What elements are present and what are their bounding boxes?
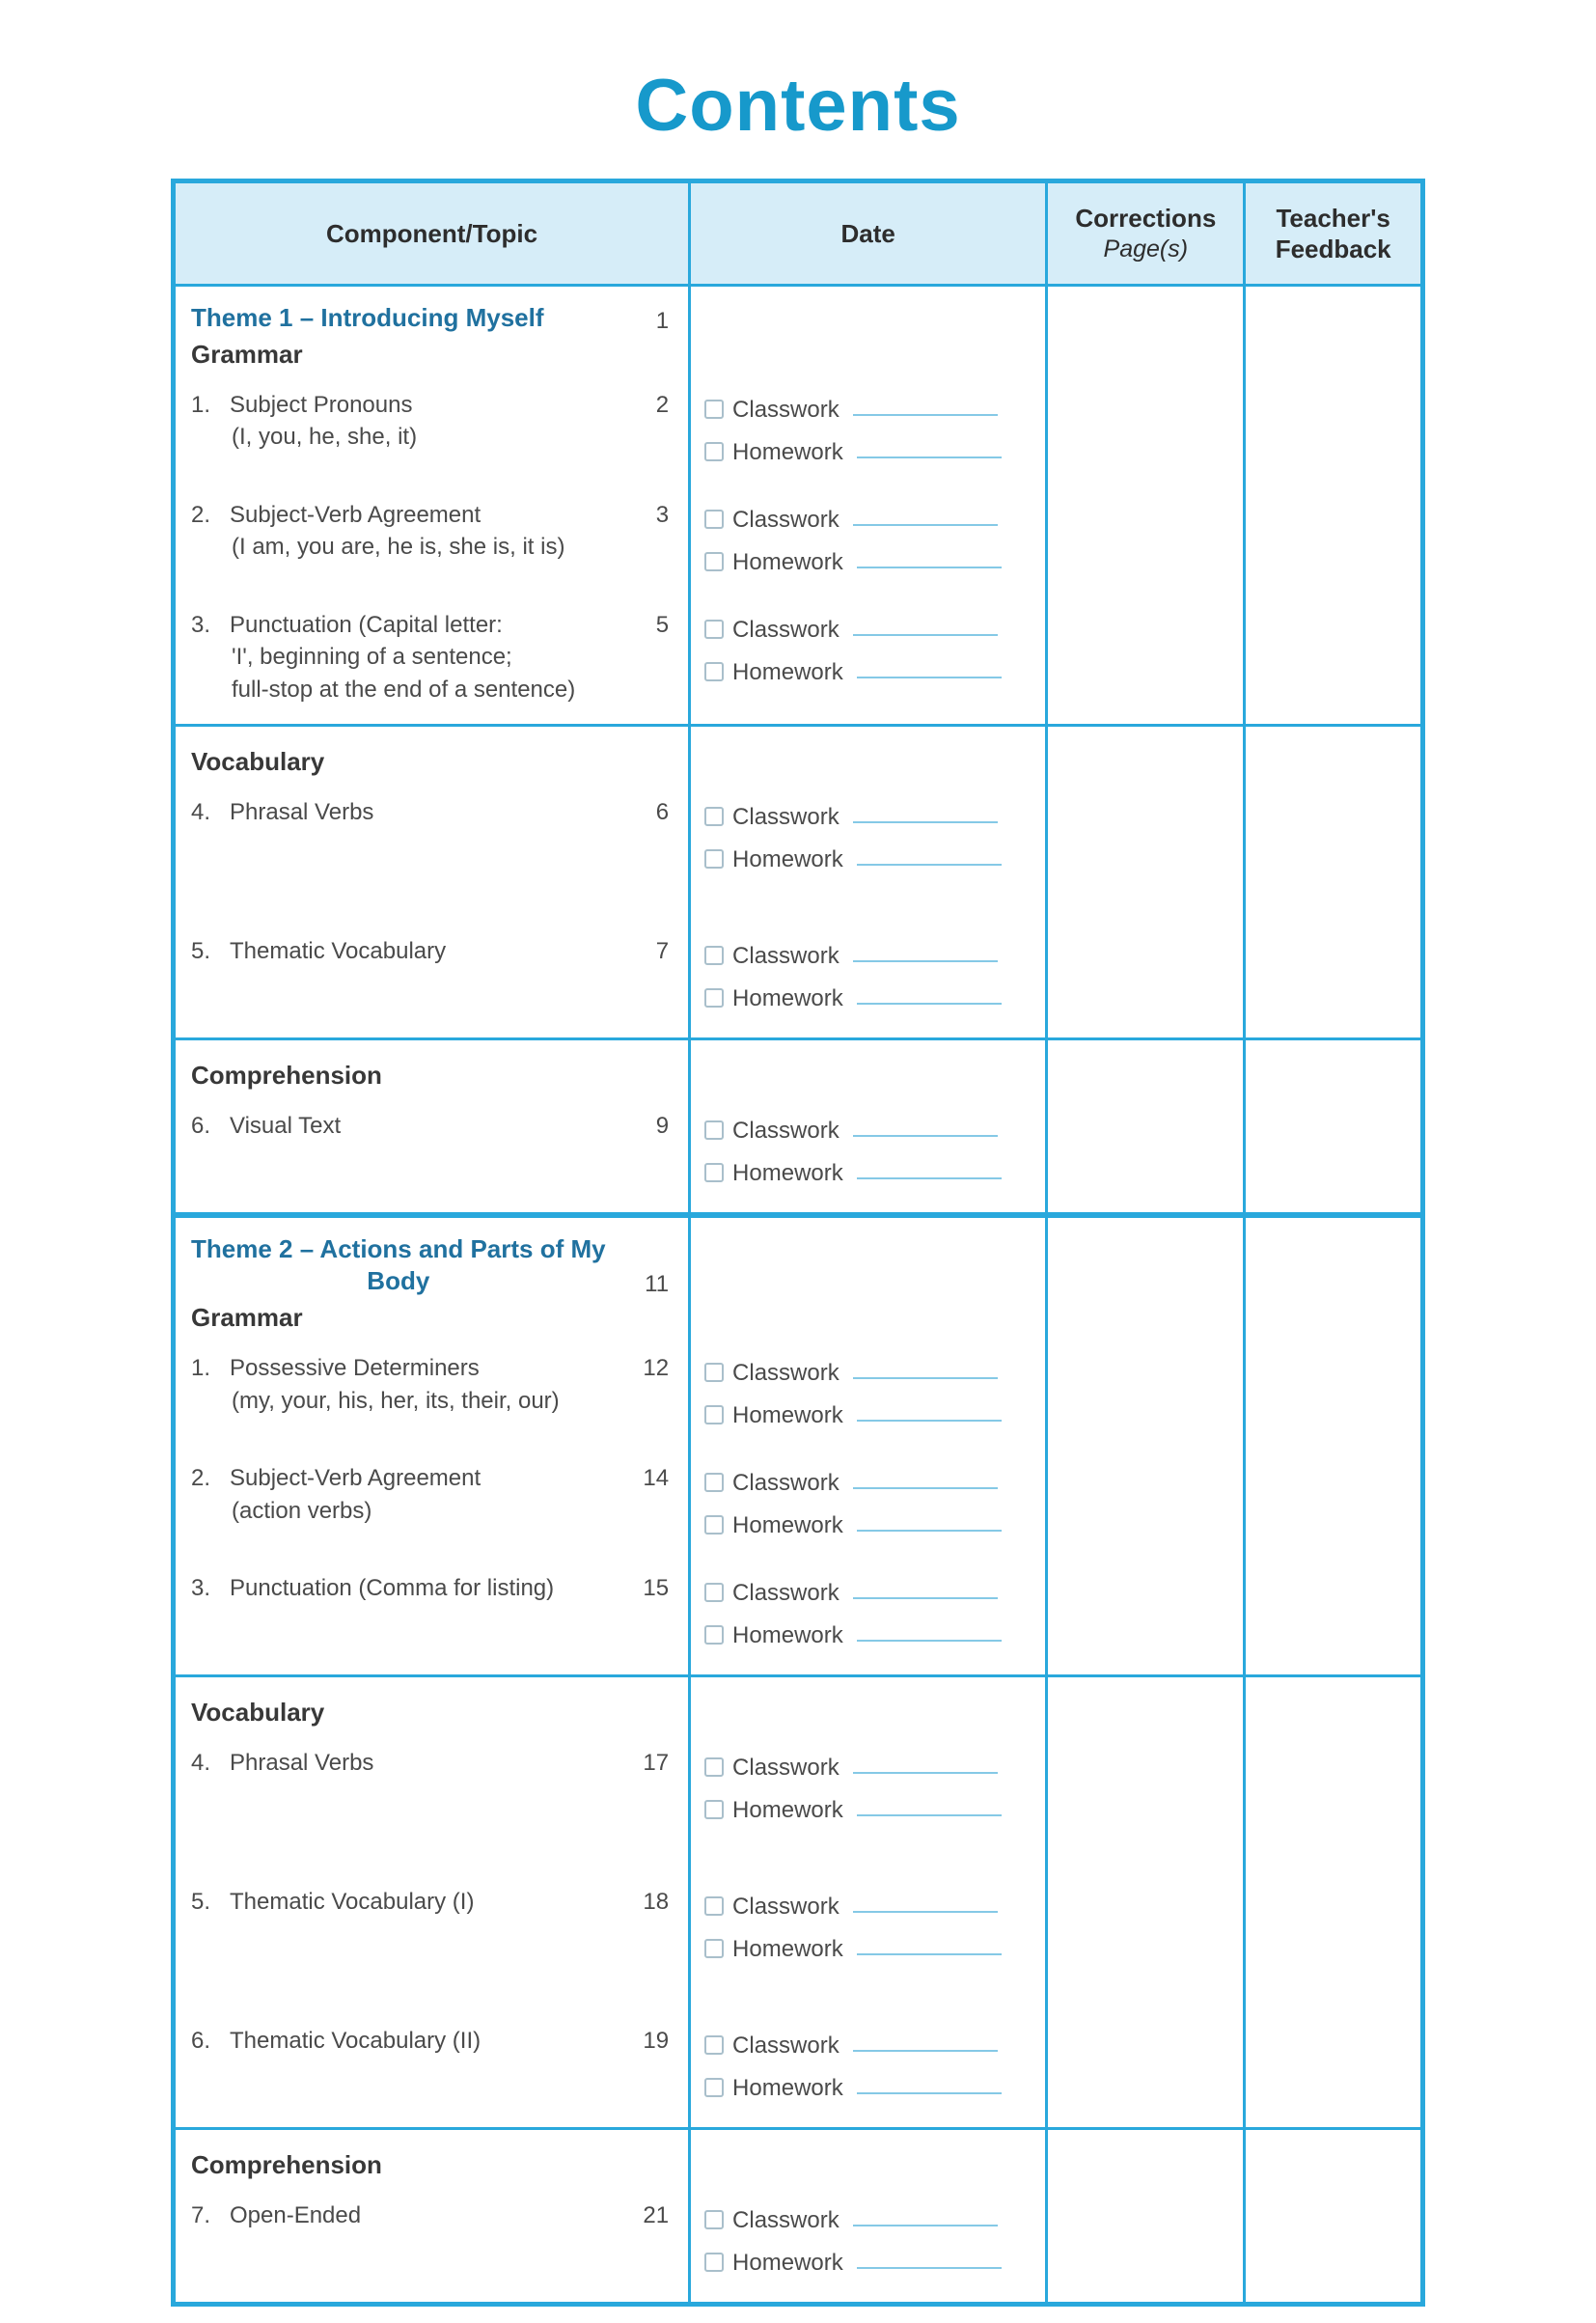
item-title: Open-Ended (230, 2202, 362, 2229)
homework-checkbox (704, 1515, 724, 1535)
date-write-line (857, 1420, 1002, 1422)
classwork-label: Classwork (732, 2207, 839, 2234)
date-write-line (857, 1177, 1002, 1179)
item-title: Thematic Vocabulary (II) (230, 2028, 482, 2055)
feedback-cell (1246, 1454, 1420, 1564)
column-header-label: Teacher's (1276, 203, 1390, 233)
classwork-label: Classwork (732, 1470, 839, 1497)
date-write-line (853, 2050, 998, 2052)
homework-label: Homework (732, 548, 843, 575)
corrections-cell (1048, 1878, 1246, 2017)
classwork-row (704, 1462, 1035, 1496)
feedback-cell (1246, 491, 1420, 601)
corrections-cell (1048, 1739, 1246, 1878)
date-write-line (857, 1814, 1002, 1816)
item-text (230, 1352, 636, 1417)
item-row (191, 796, 669, 829)
column-header-label: Date (840, 218, 895, 248)
classwork-checkbox (704, 1896, 724, 1916)
corrections-cell (1048, 2192, 1246, 2302)
corrections-cell (1048, 1037, 1246, 1102)
item-number: 1. (191, 1355, 211, 1382)
date-cell (691, 2192, 1048, 2302)
section-heading-cell (176, 724, 691, 788)
item-title: Punctuation (Capital letter: (230, 611, 503, 638)
item-number: 2. (191, 1465, 211, 1492)
date-cell (691, 2017, 1048, 2127)
date-write-line (857, 567, 1002, 568)
theme-title-line: Body (367, 1266, 430, 1296)
homework-label: Homework (732, 1622, 843, 1649)
date-write-line (853, 1597, 998, 1599)
homework-label: Homework (732, 2075, 843, 2102)
feedback-cell (1246, 1878, 1420, 2017)
item-subtitle: (my, your, his, her, its, their, our) (232, 1387, 560, 1414)
item-page-number: 12 (643, 1355, 670, 1382)
column-header-component-topic (176, 183, 691, 284)
theme-heading (191, 1233, 669, 1299)
section-heading-cell (176, 2127, 691, 2192)
item-page-number: 14 (643, 1465, 670, 1492)
date-cell (691, 1344, 1048, 1454)
feedback-cell (1246, 2192, 1420, 2302)
corrections-cell (1048, 1674, 1246, 1739)
homework-label: Homework (732, 1936, 843, 1963)
homework-checkbox (704, 1800, 724, 1819)
contents-table (171, 179, 1425, 2307)
topic-cell (176, 601, 691, 724)
date-write-line (857, 456, 1002, 458)
item-title: Phrasal Verbs (230, 1750, 374, 1777)
date-cell (691, 927, 1048, 1037)
date-cell (691, 1037, 1048, 1102)
corrections-cell (1048, 284, 1246, 381)
item-row (191, 1747, 669, 1780)
item-page-number: 21 (643, 2202, 670, 2229)
homework-checkbox (704, 2078, 724, 2097)
homework-checkbox (704, 442, 724, 461)
item-page-number: 17 (643, 1750, 670, 1777)
date-write-line (857, 2267, 1002, 2269)
classwork-row (704, 389, 1035, 423)
homework-label: Homework (732, 1512, 843, 1539)
column-header-label: Corrections (1075, 204, 1217, 234)
theme-page-number: 11 (645, 1271, 670, 1298)
section-heading-cell (176, 1037, 691, 1102)
classwork-label: Classwork (732, 1360, 839, 1387)
item-text (230, 1462, 636, 1527)
date-write-line (853, 960, 998, 962)
homework-row (704, 1928, 1035, 1962)
item-title: Phrasal Verbs (230, 798, 374, 825)
homework-checkbox (704, 662, 724, 681)
classwork-checkbox (704, 2210, 724, 2229)
classwork-checkbox (704, 1120, 724, 1140)
topic-cell (176, 1739, 691, 1878)
classwork-row (704, 2199, 1035, 2233)
section-heading: Vocabulary (191, 746, 325, 776)
item-page-number: 6 (655, 798, 670, 825)
column-header-teachers-feedback (1246, 183, 1420, 284)
classwork-row (704, 796, 1035, 830)
date-cell (691, 1454, 1048, 1564)
feedback-cell (1246, 1212, 1420, 1345)
item-text (230, 389, 636, 454)
topic-cell (176, 1564, 691, 1674)
homework-checkbox (704, 552, 724, 571)
date-write-line (853, 1135, 998, 1137)
date-write-line (857, 677, 1002, 678)
item-row (191, 609, 669, 706)
date-write-line (853, 1377, 998, 1379)
topic-cell (176, 927, 691, 1037)
item-page-number: 3 (655, 501, 670, 528)
item-subtitle: (I am, you are, he is, she is, it is) (232, 534, 565, 561)
item-page-number: 15 (643, 1575, 670, 1602)
date-cell (691, 1102, 1048, 1212)
classwork-checkbox (704, 1363, 724, 1382)
homework-row (704, 978, 1035, 1011)
classwork-row (704, 2025, 1035, 2059)
item-title: Visual Text (230, 1112, 342, 1139)
homework-label: Homework (732, 658, 843, 685)
homework-checkbox (704, 849, 724, 869)
date-cell (691, 724, 1048, 788)
item-title: Possessive Determiners (230, 1355, 480, 1382)
homework-row (704, 431, 1035, 465)
feedback-cell (1246, 1037, 1420, 1102)
topic-cell (176, 1454, 691, 1564)
date-write-line (853, 524, 998, 526)
item-text (230, 796, 636, 829)
column-header-label: Component/Topic (326, 218, 538, 248)
classwork-checkbox (704, 400, 724, 419)
column-header-date (691, 183, 1048, 284)
theme-heading (191, 302, 669, 335)
topic-cell (176, 1344, 691, 1454)
classwork-label: Classwork (732, 1894, 839, 1921)
classwork-label: Classwork (732, 942, 839, 969)
corrections-cell (1048, 1344, 1246, 1454)
classwork-row (704, 935, 1035, 969)
item-title: Subject-Verb Agreement (230, 1465, 482, 1492)
item-row (191, 1886, 669, 1919)
date-cell (691, 381, 1048, 491)
corrections-cell (1048, 1454, 1246, 1564)
item-text (230, 1886, 636, 1919)
item-text (230, 2199, 636, 2232)
item-page-number: 7 (655, 937, 670, 964)
date-write-line (857, 1003, 1002, 1005)
homework-checkbox (704, 2253, 724, 2272)
item-number: 5. (191, 1889, 211, 1916)
classwork-row (704, 1110, 1035, 1144)
homework-checkbox (704, 1625, 724, 1645)
classwork-label: Classwork (732, 506, 839, 533)
feedback-cell (1246, 724, 1420, 788)
item-subtitle: 'I', beginning of a sentence; (232, 644, 512, 671)
item-page-number: 19 (643, 2028, 670, 2055)
feedback-cell (1246, 601, 1420, 724)
homework-row (704, 651, 1035, 685)
feedback-cell (1246, 927, 1420, 1037)
feedback-cell (1246, 381, 1420, 491)
item-number: 4. (191, 1750, 211, 1777)
corrections-cell (1048, 381, 1246, 491)
date-write-line (853, 1487, 998, 1489)
section-heading-cell (176, 1674, 691, 1739)
date-cell (691, 284, 1048, 381)
homework-label: Homework (732, 1159, 843, 1186)
corrections-cell (1048, 1102, 1246, 1212)
date-cell (691, 1739, 1048, 1878)
item-page-number: 9 (655, 1112, 670, 1139)
item-row (191, 1110, 669, 1143)
theme-title-line: Theme 2 – Actions and Parts of My (191, 1233, 606, 1263)
date-cell (691, 2127, 1048, 2192)
item-row (191, 935, 669, 968)
classwork-row (704, 609, 1035, 643)
homework-row (704, 1152, 1035, 1186)
classwork-row (704, 1572, 1035, 1606)
date-cell (691, 1878, 1048, 2017)
item-text (230, 1110, 636, 1143)
classwork-label: Classwork (732, 616, 839, 643)
classwork-label: Classwork (732, 1755, 839, 1782)
classwork-checkbox (704, 1473, 724, 1492)
date-cell (691, 1212, 1048, 1345)
corrections-cell (1048, 2017, 1246, 2127)
homework-checkbox (704, 1939, 724, 1958)
date-write-line (857, 864, 1002, 866)
theme-title (191, 1233, 606, 1299)
classwork-checkbox (704, 946, 724, 965)
column-header-label: Feedback (1275, 235, 1391, 263)
item-text (230, 935, 636, 968)
date-cell (691, 788, 1048, 927)
item-page-number: 18 (643, 1889, 670, 1916)
classwork-label: Classwork (732, 396, 839, 423)
column-header-sublabel: Page(s) (1103, 235, 1189, 263)
homework-checkbox (704, 1405, 724, 1424)
item-number: 3. (191, 611, 211, 638)
date-write-line (857, 1530, 1002, 1532)
topic-cell (176, 491, 691, 601)
theme-title-line: Theme 1 – Introducing Myself (191, 303, 544, 332)
date-cell (691, 1674, 1048, 1739)
corrections-cell (1048, 724, 1246, 788)
classwork-checkbox (704, 807, 724, 826)
homework-checkbox (704, 1163, 724, 1182)
homework-row (704, 1505, 1035, 1538)
section-heading: Comprehension (191, 1060, 382, 1090)
date-cell (691, 601, 1048, 724)
homework-label: Homework (732, 1797, 843, 1824)
homework-row (704, 1789, 1035, 1823)
item-number: 7. (191, 2202, 211, 2229)
date-write-line (857, 2092, 1002, 2094)
item-row (191, 499, 669, 564)
classwork-row (704, 1886, 1035, 1920)
date-write-line (853, 1911, 998, 1913)
date-cell (691, 1564, 1048, 1674)
contents-page (0, 64, 1596, 2323)
section-heading: Grammar (191, 339, 303, 369)
classwork-checkbox (704, 2035, 724, 2055)
classwork-label: Classwork (732, 2033, 839, 2060)
item-page-number: 2 (655, 391, 670, 418)
feedback-cell (1246, 2017, 1420, 2127)
corrections-cell (1048, 601, 1246, 724)
item-number: 5. (191, 937, 211, 964)
item-subtitle: (action verbs) (232, 1497, 372, 1524)
item-subtitle: full-stop at the end of a sentence) (232, 676, 576, 703)
classwork-checkbox (704, 1757, 724, 1777)
topic-cell (176, 1102, 691, 1212)
column-header-corrections (1048, 183, 1246, 284)
classwork-row (704, 1747, 1035, 1781)
topic-cell (176, 381, 691, 491)
feedback-cell (1246, 1102, 1420, 1212)
item-title: Thematic Vocabulary (230, 937, 447, 964)
homework-label: Homework (732, 984, 843, 1011)
theme-page-number: 1 (655, 307, 670, 334)
item-row (191, 1352, 669, 1417)
corrections-cell (1048, 491, 1246, 601)
classwork-row (704, 499, 1035, 533)
item-title: Thematic Vocabulary (I) (230, 1889, 475, 1916)
item-title: Subject-Verb Agreement (230, 501, 482, 528)
date-write-line (853, 821, 998, 823)
topic-cell (176, 1878, 691, 2017)
item-title: Subject Pronouns (230, 391, 413, 418)
homework-label: Homework (732, 438, 843, 465)
section-heading: Vocabulary (191, 1698, 325, 1728)
date-cell (691, 491, 1048, 601)
section-heading-cell (176, 284, 691, 381)
feedback-cell (1246, 2127, 1420, 2192)
item-number: 4. (191, 798, 211, 825)
topic-cell (176, 2017, 691, 2127)
item-text (230, 609, 636, 706)
homework-row (704, 1395, 1035, 1428)
feedback-cell (1246, 1564, 1420, 1674)
corrections-cell (1048, 1564, 1246, 1674)
theme-title (191, 302, 544, 335)
item-text (230, 1572, 636, 1605)
topic-cell (176, 788, 691, 927)
feedback-cell (1246, 1674, 1420, 1739)
item-number: 6. (191, 2028, 211, 2055)
feedback-cell (1246, 788, 1420, 927)
corrections-cell (1048, 927, 1246, 1037)
topic-cell (176, 2192, 691, 2302)
item-number: 1. (191, 391, 211, 418)
feedback-cell (1246, 284, 1420, 381)
homework-label: Homework (732, 2250, 843, 2277)
section-heading-cell (176, 1212, 691, 1345)
homework-checkbox (704, 988, 724, 1008)
feedback-cell (1246, 1739, 1420, 1878)
item-row (191, 389, 669, 454)
date-write-line (857, 1640, 1002, 1642)
classwork-label: Classwork (732, 1580, 839, 1607)
classwork-checkbox (704, 620, 724, 639)
homework-row (704, 2067, 1035, 2101)
corrections-cell (1048, 1212, 1246, 1345)
item-row (191, 1572, 669, 1605)
classwork-row (704, 1352, 1035, 1386)
item-text (230, 1747, 636, 1780)
item-row (191, 2025, 669, 2058)
date-write-line (853, 2225, 998, 2226)
date-write-line (857, 1953, 1002, 1955)
date-write-line (853, 414, 998, 416)
homework-label: Homework (732, 1402, 843, 1429)
section-heading: Grammar (191, 1303, 303, 1333)
corrections-cell (1048, 788, 1246, 927)
homework-row (704, 541, 1035, 575)
item-title: Punctuation (Comma for listing) (230, 1575, 555, 1602)
item-number: 3. (191, 1575, 211, 1602)
date-write-line (853, 634, 998, 636)
page-title: Contents (635, 65, 961, 147)
item-subtitle: (I, you, he, she, it) (232, 424, 418, 451)
classwork-checkbox (704, 1583, 724, 1602)
item-page-number: 5 (655, 611, 670, 638)
homework-label: Homework (732, 845, 843, 872)
homework-row (704, 839, 1035, 872)
item-text (230, 2025, 636, 2058)
item-row (191, 1462, 669, 1527)
homework-row (704, 1615, 1035, 1648)
item-row (191, 2199, 669, 2232)
corrections-cell (1048, 2127, 1246, 2192)
classwork-label: Classwork (732, 803, 839, 830)
date-write-line (853, 1772, 998, 1774)
classwork-label: Classwork (732, 1117, 839, 1144)
section-heading: Comprehension (191, 2150, 382, 2180)
feedback-cell (1246, 1344, 1420, 1454)
classwork-checkbox (704, 510, 724, 529)
item-number: 6. (191, 1112, 211, 1139)
item-number: 2. (191, 501, 211, 528)
item-text (230, 499, 636, 564)
